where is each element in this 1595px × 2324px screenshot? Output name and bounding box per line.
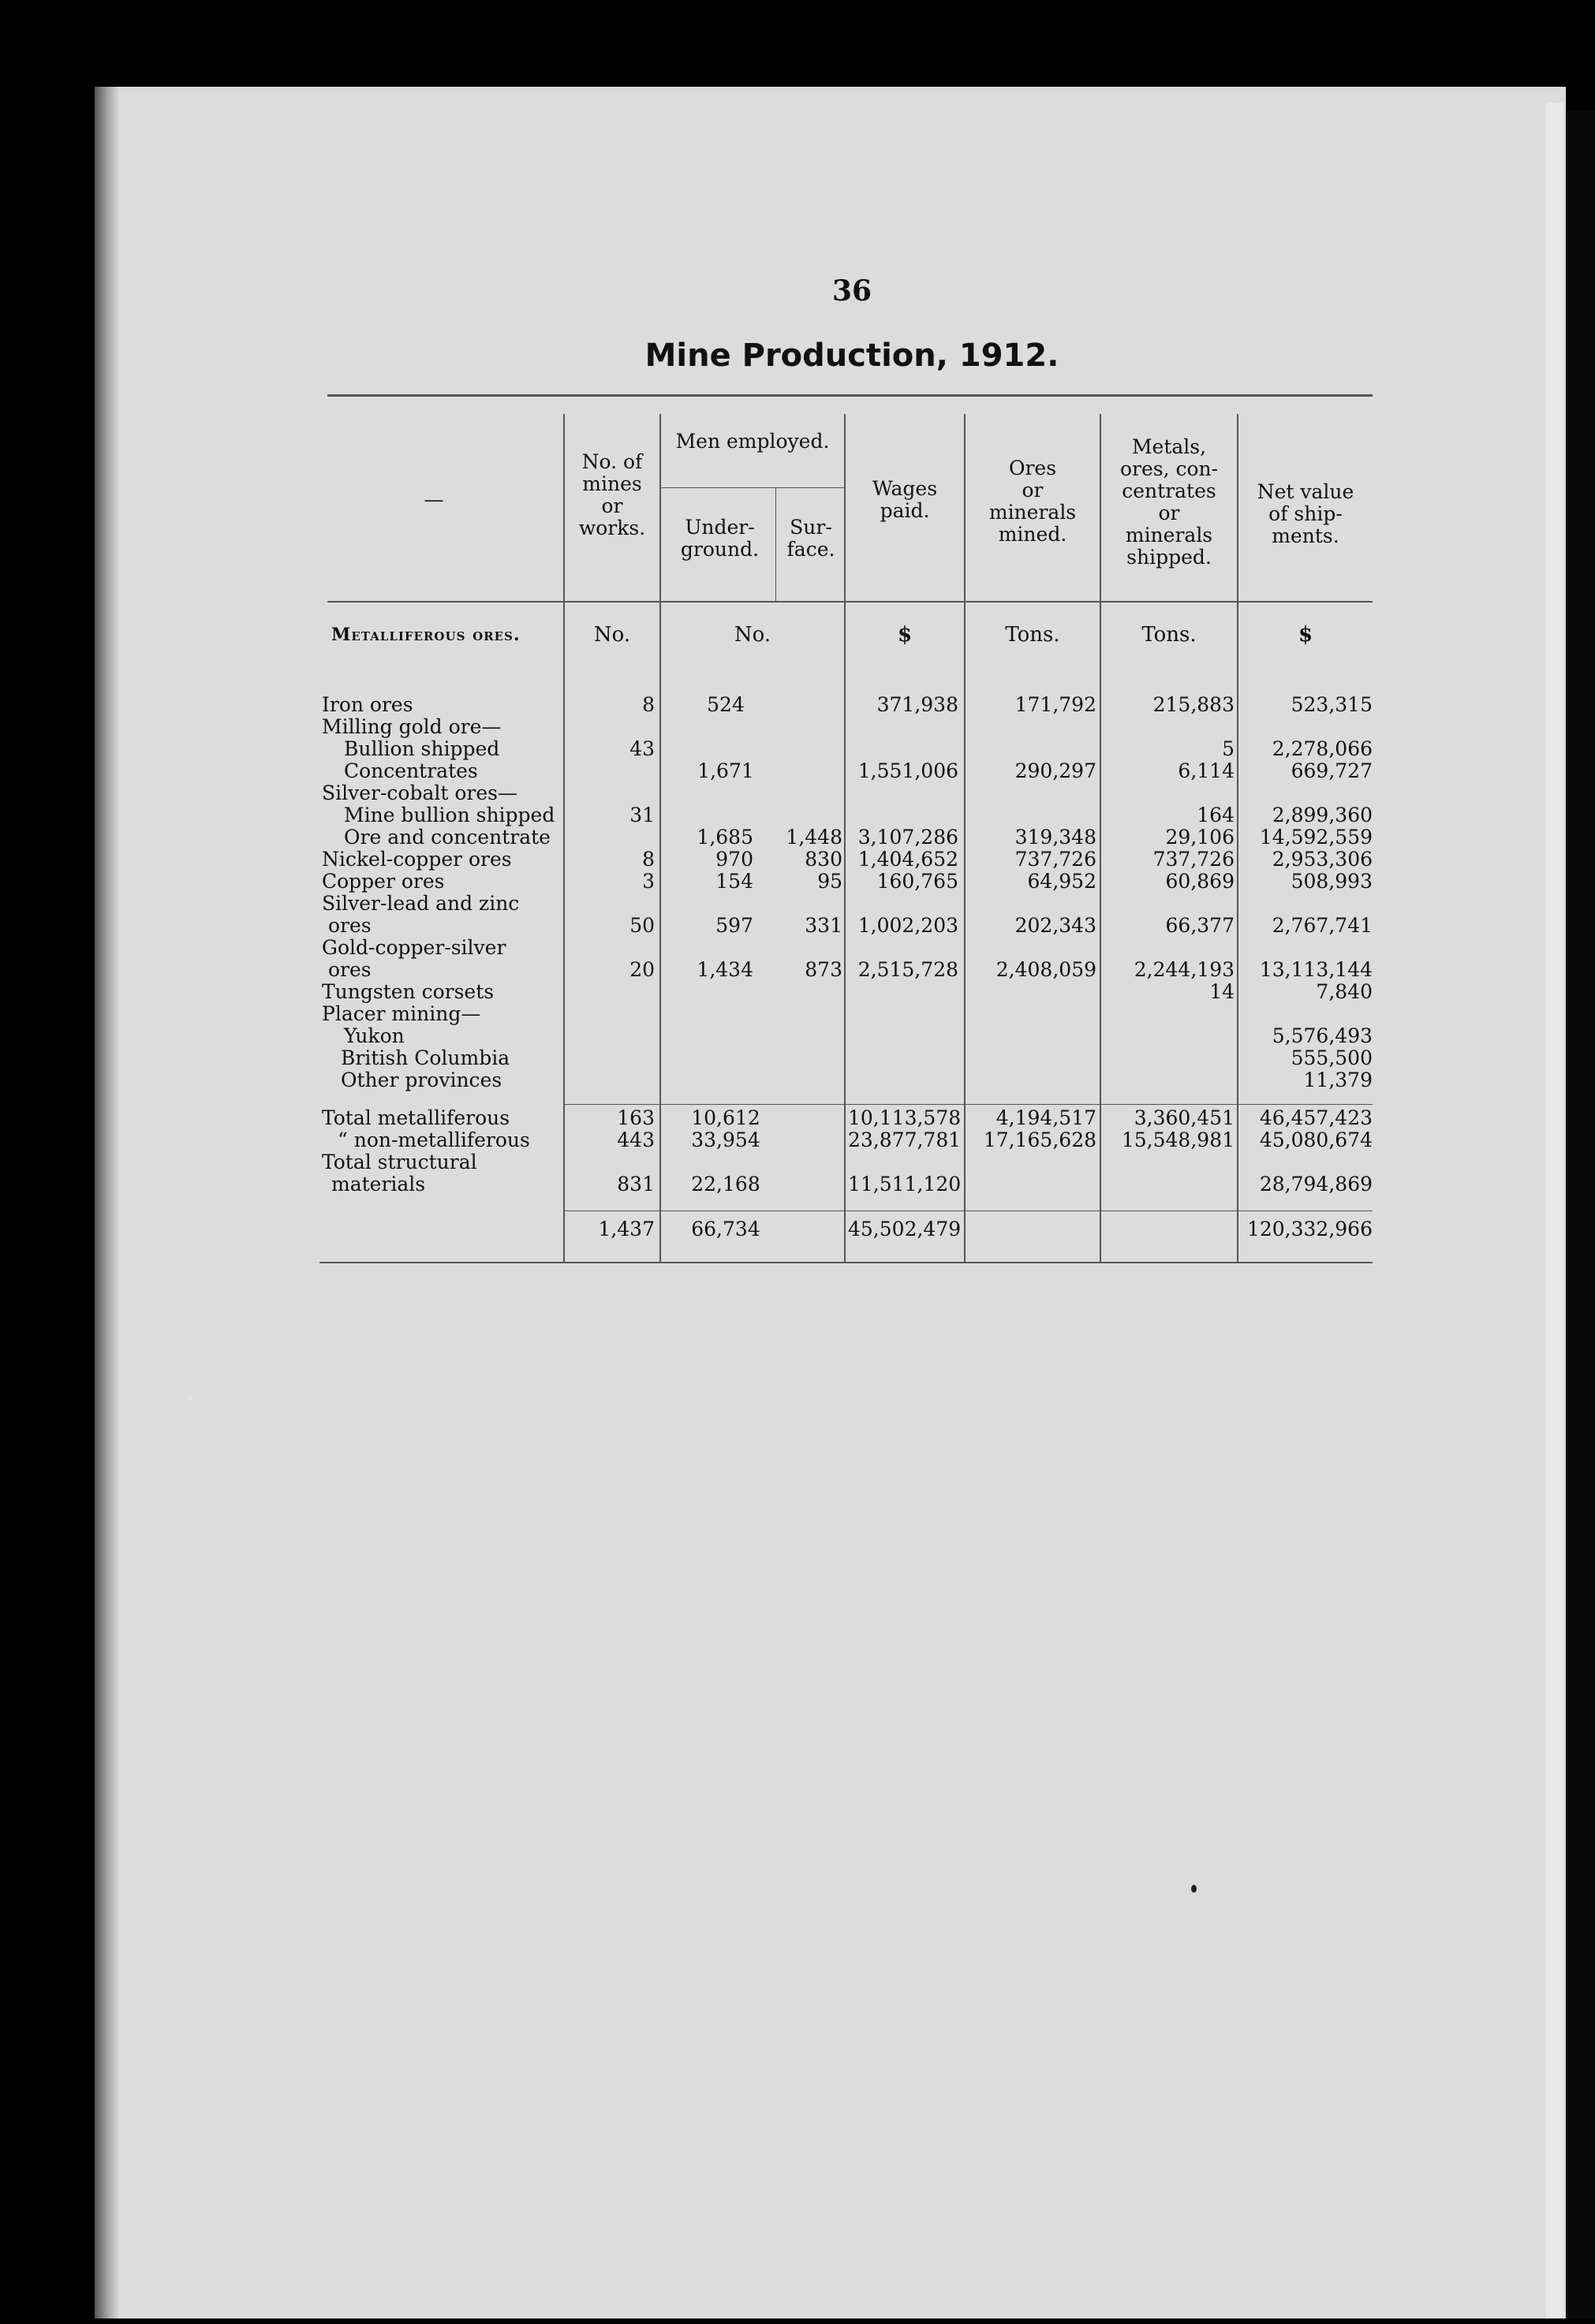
table-row bbox=[0, 804, 1595, 826]
scanned-page bbox=[95, 87, 1566, 2318]
table-row bbox=[0, 981, 1595, 1003]
row-label: Placer mining— bbox=[322, 1003, 481, 1025]
row-label: Bullion shipped bbox=[344, 738, 500, 760]
cell-underground: 1,685 bbox=[697, 826, 753, 849]
cell-metals-shipped: 164 bbox=[1197, 804, 1235, 826]
cell-men-employed: 1,671 bbox=[697, 759, 754, 782]
table-row bbox=[0, 1003, 1595, 1025]
men-employed-rule bbox=[661, 487, 844, 488]
cell-wages: 11,511,120 bbox=[848, 1173, 962, 1196]
cell-net-value: 14,592,559 bbox=[1259, 826, 1373, 849]
cell-metals-shipped: 5 bbox=[1222, 737, 1235, 760]
cell-metals-shipped: 66,377 bbox=[1165, 914, 1235, 937]
row-label: Tungsten corsets bbox=[322, 981, 495, 1003]
table-row bbox=[0, 760, 1595, 782]
cell-men-employed: 22,168 bbox=[691, 1173, 760, 1196]
cell-metals-shipped: 14 bbox=[1209, 980, 1235, 1003]
cell-metals-shipped: 215,883 bbox=[1152, 693, 1235, 716]
cell-ores-mined: 171,792 bbox=[1014, 693, 1096, 716]
cell-net-value: 669,727 bbox=[1291, 759, 1373, 782]
row-label: Gold-copper-silver bbox=[322, 937, 506, 959]
cell-ores-mined: 319,348 bbox=[1014, 826, 1096, 849]
table-row bbox=[0, 915, 1595, 937]
header-underground: Under- ground. bbox=[680, 516, 760, 561]
page-binding-shadow bbox=[95, 87, 118, 2318]
totals-rule bbox=[564, 1104, 1373, 1105]
cell-underground: 154 bbox=[715, 870, 753, 893]
page-title: Mine Production, 1912. bbox=[644, 338, 1059, 374]
cell-wages: 3,107,286 bbox=[857, 826, 958, 849]
dust-speck bbox=[188, 1396, 192, 1401]
row-label: British Columbia bbox=[341, 1047, 510, 1069]
cell-surface: 830 bbox=[805, 848, 842, 871]
cell-surface: 873 bbox=[805, 958, 842, 981]
ink-speck bbox=[1191, 1885, 1197, 1893]
cell-mines: 43 bbox=[629, 737, 655, 760]
row-label: Silver-lead and zinc bbox=[322, 893, 520, 915]
unit-wages: $ bbox=[897, 623, 913, 647]
table-top-rule bbox=[327, 394, 1373, 397]
cell-net-value: 46,457,423 bbox=[1259, 1106, 1373, 1129]
table-row bbox=[0, 738, 1595, 760]
row-label: Silver-cobalt ores— bbox=[322, 782, 518, 804]
unit-men: No. bbox=[734, 623, 771, 647]
cell-mines: 831 bbox=[617, 1173, 655, 1196]
row-label: Milling gold ore— bbox=[322, 716, 502, 738]
cell-net-value: 13,113,144 bbox=[1259, 958, 1373, 981]
cell-mines: 1,437 bbox=[598, 1218, 655, 1240]
header-mines: No. of mines or works. bbox=[578, 450, 646, 539]
row-label: Mine bullion shipped bbox=[344, 804, 555, 826]
table-row bbox=[0, 871, 1595, 893]
row-label: ores bbox=[328, 915, 372, 937]
row-label: Copper ores bbox=[322, 871, 445, 893]
cell-underground: 1,434 bbox=[697, 958, 753, 981]
cell-mines: 8 bbox=[642, 848, 655, 871]
cell-mines: 50 bbox=[629, 914, 655, 937]
facing-page-edge bbox=[1546, 103, 1563, 2318]
unit-metals: Tons. bbox=[1141, 623, 1197, 647]
cell-metals-shipped: 60,869 bbox=[1165, 870, 1235, 893]
table-row bbox=[0, 959, 1595, 981]
row-label: ores bbox=[328, 959, 372, 981]
table-row bbox=[0, 782, 1595, 804]
table-row bbox=[0, 1173, 1595, 1196]
table-row bbox=[0, 1047, 1595, 1069]
unit-value: $ bbox=[1298, 623, 1313, 647]
cell-net-value: 2,767,741 bbox=[1272, 914, 1373, 937]
row-label: Total metalliferous bbox=[322, 1107, 510, 1129]
cell-net-value: 2,953,306 bbox=[1272, 848, 1373, 871]
table-row bbox=[0, 716, 1595, 738]
cell-ores-mined: 290,297 bbox=[1014, 759, 1096, 782]
cell-underground: 597 bbox=[715, 914, 753, 937]
cell-net-value: 555,500 bbox=[1291, 1046, 1373, 1069]
cell-wages: 45,502,479 bbox=[848, 1218, 962, 1240]
cell-wages: 1,404,652 bbox=[857, 848, 958, 871]
cell-ores-mined: 737,726 bbox=[1014, 848, 1096, 871]
cell-ores-mined: 17,165,628 bbox=[983, 1128, 1096, 1151]
table-bottom-rule bbox=[319, 1262, 1373, 1263]
cell-wages: 1,002,203 bbox=[857, 914, 958, 937]
cell-net-value: 45,080,674 bbox=[1259, 1128, 1373, 1151]
cell-men-employed: 66,734 bbox=[691, 1218, 760, 1240]
cell-net-value: 28,794,869 bbox=[1259, 1173, 1373, 1196]
cell-men-employed: 524 bbox=[707, 693, 745, 716]
column-divider bbox=[775, 487, 776, 602]
cell-surface: 1,448 bbox=[786, 826, 842, 849]
cell-metals-shipped: 6,114 bbox=[1178, 759, 1235, 782]
table-row bbox=[0, 1069, 1595, 1091]
unit-ores: Tons. bbox=[1005, 623, 1060, 647]
table-row bbox=[0, 1025, 1595, 1047]
table-row bbox=[0, 1151, 1595, 1173]
cell-net-value: 11,379 bbox=[1303, 1069, 1373, 1091]
header-bottom-rule bbox=[327, 601, 1373, 602]
table-row bbox=[0, 826, 1595, 849]
cell-surface: 95 bbox=[817, 870, 842, 893]
cell-net-value: 120,332,966 bbox=[1246, 1218, 1373, 1240]
header-net-value: Net value of ship- ments. bbox=[1257, 480, 1354, 547]
table-row bbox=[0, 1218, 1595, 1240]
cell-mines: 3 bbox=[642, 870, 655, 893]
header-surface: Sur- face. bbox=[786, 516, 835, 561]
cell-net-value: 2,899,360 bbox=[1272, 804, 1373, 826]
cell-surface: 331 bbox=[805, 914, 842, 937]
cell-wages: 1,551,006 bbox=[857, 759, 958, 782]
cell-net-value: 7,840 bbox=[1316, 980, 1373, 1003]
row-label: Yukon bbox=[344, 1025, 405, 1047]
cell-wages: 23,877,781 bbox=[848, 1128, 962, 1151]
row-label: Concentrates bbox=[344, 760, 478, 782]
cell-mines: 20 bbox=[629, 958, 655, 981]
table-row bbox=[0, 849, 1595, 871]
table-row bbox=[0, 1107, 1595, 1129]
section-metalliferous-ores: Metalliferous ores. bbox=[331, 625, 521, 645]
page-number: 36 bbox=[831, 274, 872, 308]
grand-total-rule bbox=[564, 1210, 1373, 1211]
table-row bbox=[0, 937, 1595, 959]
cell-ores-mined: 64,952 bbox=[1027, 870, 1096, 893]
table-row bbox=[0, 1129, 1595, 1151]
unit-mines: No. bbox=[593, 623, 631, 647]
cell-metals-shipped: 15,548,981 bbox=[1121, 1128, 1235, 1151]
cell-net-value: 2,278,066 bbox=[1272, 737, 1373, 760]
cell-mines: 443 bbox=[617, 1128, 655, 1151]
cell-wages: 371,938 bbox=[876, 693, 958, 716]
scan-border bbox=[1566, 110, 1595, 2318]
cell-ores-mined: 4,194,517 bbox=[995, 1106, 1096, 1129]
cell-net-value: 5,576,493 bbox=[1272, 1024, 1373, 1047]
row-label: Total structural bbox=[322, 1151, 477, 1173]
cell-mines: 163 bbox=[617, 1106, 655, 1129]
cell-underground: 970 bbox=[715, 848, 753, 871]
row-label: Iron ores bbox=[322, 694, 413, 716]
row-label: Nickel-copper ores bbox=[322, 849, 512, 871]
row-label: Other provinces bbox=[341, 1069, 502, 1091]
cell-metals-shipped: 29,106 bbox=[1165, 826, 1235, 849]
table-row bbox=[0, 893, 1595, 915]
cell-wages: 2,515,728 bbox=[857, 958, 958, 981]
cell-men-employed: 33,954 bbox=[691, 1128, 760, 1151]
table-row bbox=[0, 694, 1595, 716]
row-label: “ non-metalliferous bbox=[338, 1129, 530, 1151]
cell-men-employed: 10,612 bbox=[691, 1106, 760, 1129]
header-wages: Wages paid. bbox=[872, 477, 938, 522]
cell-mines: 31 bbox=[629, 804, 655, 826]
header-men-employed: Men employed. bbox=[675, 430, 830, 453]
cell-metals-shipped: 2,244,193 bbox=[1134, 958, 1235, 981]
cell-wages: 160,765 bbox=[876, 870, 958, 893]
cell-metals-shipped: 737,726 bbox=[1152, 848, 1235, 871]
row-label: materials bbox=[331, 1173, 426, 1196]
header-blank: — bbox=[424, 488, 444, 511]
row-label: Ore and concentrate bbox=[344, 826, 551, 849]
cell-ores-mined: 202,343 bbox=[1014, 914, 1096, 937]
header-ores-mined: Ores or minerals mined. bbox=[988, 457, 1077, 546]
cell-metals-shipped: 3,360,451 bbox=[1134, 1106, 1235, 1129]
cell-ores-mined: 2,408,059 bbox=[995, 958, 1096, 981]
cell-net-value: 523,315 bbox=[1291, 693, 1373, 716]
cell-net-value: 508,993 bbox=[1291, 870, 1373, 893]
cell-wages: 10,113,578 bbox=[848, 1106, 962, 1129]
cell-mines: 8 bbox=[642, 693, 655, 716]
header-metals-shipped: Metals, ores, con- centrates or minerals shipped. bbox=[1119, 435, 1219, 569]
